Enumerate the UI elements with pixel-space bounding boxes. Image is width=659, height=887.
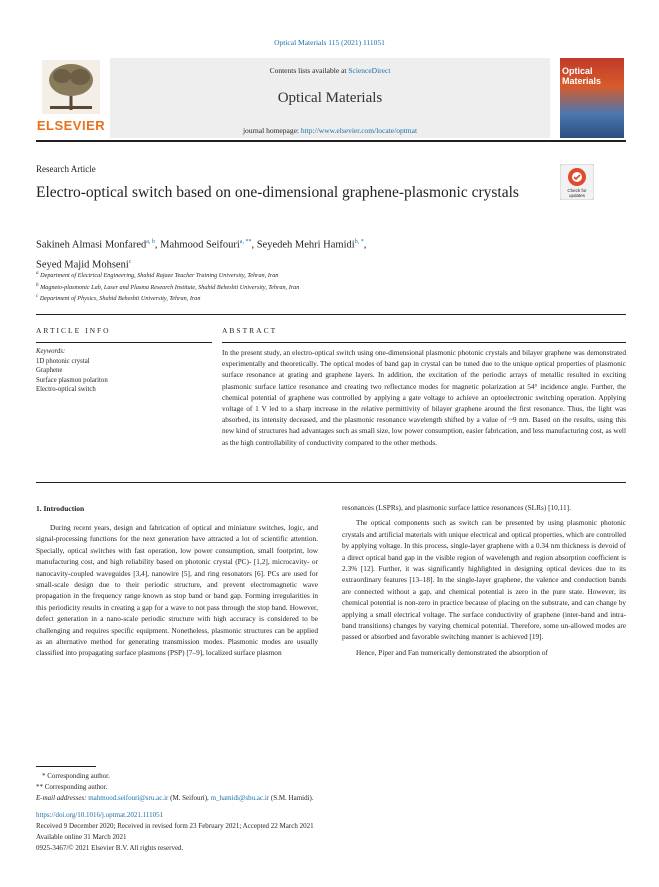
email-link[interactable]: mahmood.seifouri@sru.ac.ir [88,794,169,802]
paragraph: During recent years, design and fabrication of optical and miniature switches, logic, and signal-processing functions for the next generation have attracted a lot of scientific attention. Specially, optical switches with fast operation, low power consumption, small footprint, low manufacturing cost, and high reliability based on photonic crystal (PC)- [1,2], microcavity- or nanocavity-coupled waveguides [3,4], nanowire [5], and ring resonators [6]. PCs are used for small-scale design due to their periodic structure, and prevent electromagnetic wave propagation in the frequency range known as stop band or band gap. Forming irregularities in this periodicity results in creating a gap for a wave to not pass through the stop band. However, defect generation in a nano-scale periodic structure with high accuracy is considered to be challenging and requires specific equipment. Nonetheless, plasmonic structures can be applied as an alternative method for generating transmission modes. Plasmonic modes are usually classified into propagating surface plasmons (PSP) [7–9], localized surface plasmon [36,523,318,658]
received-dates: Received 9 December 2020; Received in revised form 23 February 2021; Accepted 22 March 2021 [36,822,314,830]
author-sup[interactable]: c [128,258,132,265]
article-info-heading: ARTICLE INFO [36,326,111,335]
author-sup[interactable]: a, ** [239,239,252,245]
author-sup[interactable]: b, * [354,239,364,245]
email-link[interactable]: m_hamidi@sbu.ac.ir [210,794,270,802]
check-for-updates-badge[interactable] [560,164,594,200]
cover-title: Optical Materials [562,66,602,86]
online-date: Available online 31 March 2021 [36,833,127,841]
paragraph: Hence, Piper and Fan numerically demonstrated the absorption of [356,647,548,657]
section-heading: 1. Introduction [36,504,85,513]
keywords-block [36,347,212,395]
contents-prefix: Contents lists available at [269,66,349,75]
header-rule [36,140,626,142]
journal-title: Optical Materials [277,90,383,106]
affiliation-sup: b [36,281,39,288]
journal-reference[interactable]: Optical Materials 115 (2021) 111051 [274,38,385,47]
doi-link[interactable]: https://doi.org/10.1016/j.optmat.2021.111051 [36,811,164,819]
email-owner: (S.M. Hamidi). [269,794,314,802]
affiliation-text: Department of Electrical Engineering, Shahid Rajaee Teacher Training University, Tehran, Iran [40,272,279,280]
affiliation-sup: c [36,293,39,300]
paragraph: The optical components such as switch can be presented by using plasmonic photonic crystals and artificial materials with unique electrical and optical properties, which are controlled by applying voltage. In this process, single-layer graphene with a 0.34 nm thickness is devoid of a direct optical band gap in the visible region of wavelength and region absorption coefficient is 2.3% [12]. Further, it was significantly highlighted in designing optical devices due to its extraordinary features [13–18]. In the single-layer graphene, the valence and conduction bands are connected without a gap, and chemical potential is zero in the pure state. However, its chemical potential is non-zero in practice because of placing on the substrate, and can change by applying a small electrical voltage. The surface conductivity of graphene (inter-band and intra-band transitions) changes by varying chemical potential. Therefore, some un-allowed modes are passed or absorbed and favorable switching manner is achieved [19]. [342,518,626,642]
divider [36,314,626,315]
keyword: Surface plasmon polariton [36,376,108,384]
email-owner: (M. Seifouri), [168,794,211,802]
author-name[interactable]: Seyedeh Mehri Hamidi [256,239,355,251]
elsevier-logo [36,58,106,136]
affiliation-sup: a [36,270,39,276]
keyword: 1D photonic crystal [36,357,90,365]
abstract-heading: ABSTRACT [222,326,278,335]
affiliation [36,292,616,304]
keyword: Electro-optical switch [36,386,96,393]
author-sup[interactable]: a, b [146,239,155,245]
homepage-link[interactable]: http://www.elsevier.com/locate/optmat [300,126,418,135]
article-type: Research Article [36,164,96,174]
check-updates-label: Check for updates [567,188,587,198]
footnote: * Corresponding author. [42,772,110,780]
elsevier-tree-icon [42,60,100,114]
affiliations [36,269,616,304]
keyword: Graphene [36,367,63,374]
divider [222,342,626,343]
footnote-rule [36,766,96,767]
paragraph: resonances (LSPRs), and plasmonic surface lattice resonances (SLRs) [10,11]. [342,503,571,512]
homepage-line [110,126,550,135]
sciencedirect-link[interactable]: ScienceDirect [348,66,391,75]
footnotes [36,771,626,854]
author-name[interactable]: Sakineh Almasi Monfared [36,239,147,251]
article-title: Electro-optical switch based on one-dimensional graphene-plasmonic crystals [36,184,519,201]
body-column-right [342,502,626,658]
homepage-prefix: journal homepage: [242,126,301,135]
body-column-left [36,522,318,659]
journal-cover[interactable] [560,58,624,138]
email-label: E-mail addresses: [36,794,89,802]
copyright: 0925-3467/© 2021 Elsevier B.V. All rights reserved. [36,844,184,852]
affiliation-text: Department of Physics, Shahid Beheshti University, Tehran, Iran [39,295,201,303]
keywords-label: Keywords: [36,348,66,355]
author-name[interactable]: Seyed Majid Mohseni [36,259,129,270]
affiliation-text: Magneto-plasmonic Lab, Laser and Plasma Research Institute, Shahid Beheshti University, Tehran, Iran [40,283,300,291]
email-line [36,793,626,804]
journal-masthead [110,58,550,138]
divider [36,342,212,343]
author-list: Sakineh Almasi Monfared$^{a, b}$, Mahmood Seifouri$^{a, **}$, Seyedeh Mehri Hamidi$^{b, *}$, Seyed Majid Mohseni$^c$ [36,239,367,270]
affiliation [36,269,616,281]
author-name[interactable]: Mahmood Seifouri [160,239,240,251]
publisher-name: ELSEVIER [36,118,106,133]
affiliation [36,281,616,293]
divider [36,482,626,483]
footnote: ** Corresponding author. [36,783,108,791]
contents-line [110,66,550,75]
abstract-text: In the present study, an electro-optical switch using one-dimensional plasmonic photonic crystals and bilayer graphene was demonstrated experimentally and theoretically. The optical modes of band gap in crystal can be tuned due to the unique optical properties of plasmonic surface resonance at grating and graphene layers. In addition, the excitation of the periodic arrays of metallic resulted in exciting plasmonic surface lattice resonance and creating two reflectance modes for magnetic polarization at 54° incidence angle. Further, the chemical potential of graphene was controlled by applying a gate voltage to achieve an optoelectronic switching operation. Applying voltage of 1 V led to a sharp increase in the relative permittivity of bilayer graphene around the first resonance. Thus, the light was absorbed, its intensity deceased, and the plasmonic resonance wavelength shifted by a value of ~9 nm. Based on the results, using this new kind of structures had advantages such as small size, low power consumption, easier fabrication, and less manufacturing cost, as well as the high controllability of conductivity compared to the other methods. [222,348,626,447]
